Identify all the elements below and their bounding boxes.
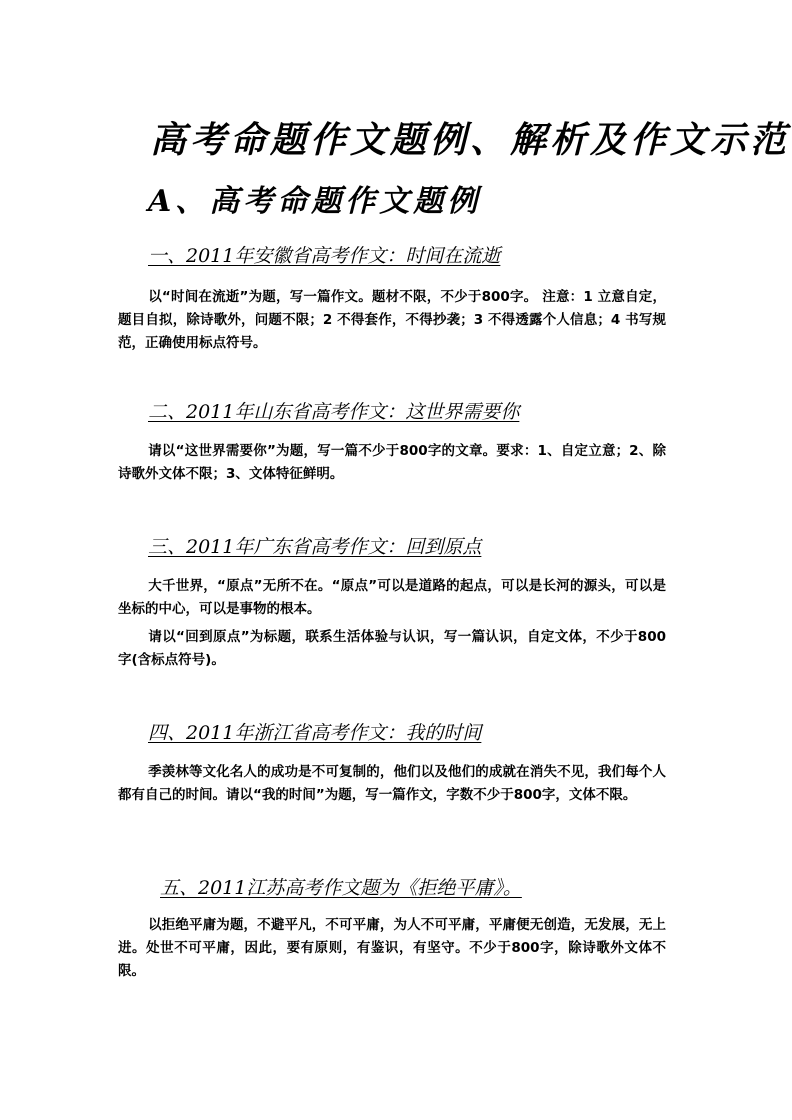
section-3-paragraph-2-text: 请以“回到原点”为标题，联系生活体验与认识，写一篇认识，自定文体，不少于800字(含标点符号)。 [118, 629, 666, 668]
section-2-heading: 二、2011年山东省高考作文：这世界需要你 [148, 401, 520, 423]
section-3-heading: 三、2011年广东省高考作文：回到原点 [148, 536, 482, 558]
section-1-heading: 一、2011年安徽省高考作文：时间在流逝 [148, 245, 501, 267]
section-4-heading: 四、2011年浙江省高考作文：我的时间 [148, 722, 482, 744]
section-5-paragraph-1-text: 以拒绝平庸为题，不避平凡，不可平庸，为人不可平庸，平庸便无创造，无发展，无上进。处世不可平庸，因此，要有原则，有鉴识，有坚守。不少于800字，除诗歌外文体不限。 [118, 917, 666, 979]
section-5-heading: 五、2011江苏高考作文题为《拒绝平庸》。 [160, 877, 522, 899]
document-subtitle: A、高考命题作文题例 [148, 184, 482, 219]
document-title: 高考命题作文题例、解析及作文示范 [150, 119, 791, 161]
section-1-paragraph-1-text: 以“时间在流逝”为题，写一篇作文。题材不限，不少于800字。 注意：1 立意自定，题目自拟，除诗歌外，问题不限；2 不得套作，不得抄袭；3 不得透露个人信息；4 书写规范，正确使用标点符号。 [118, 289, 666, 351]
section-2-paragraph-1 [118, 440, 666, 486]
section-3-paragraph-1-text: 大千世界，“原点”无所不在。“原点”可以是道路的起点，可以是长河的源头，可以是坐标的中心，可以是事物的根本。 [118, 578, 666, 617]
section-3-paragraph-2 [118, 626, 666, 672]
section-2-paragraph-1-text: 请以“这世界需要你”为题，写一篇不少于800字的文章。要求：1、自定立意；2、除诗歌外文体不限；3、文体特征鲜明。 [118, 443, 666, 482]
section-5-paragraph-1 [118, 914, 666, 983]
section-4-paragraph-1 [118, 761, 666, 807]
section-4-paragraph-1-text: 季羡林等文化名人的成功是不可复制的，他们以及他们的成就在消失不见，我们每个人都有自己的时间。请以“我的时间”为题，写一篇作文，字数不少于800字，文体不限。 [118, 764, 666, 803]
section-3-paragraph-1 [118, 575, 666, 621]
section-1-paragraph-1 [118, 286, 666, 355]
